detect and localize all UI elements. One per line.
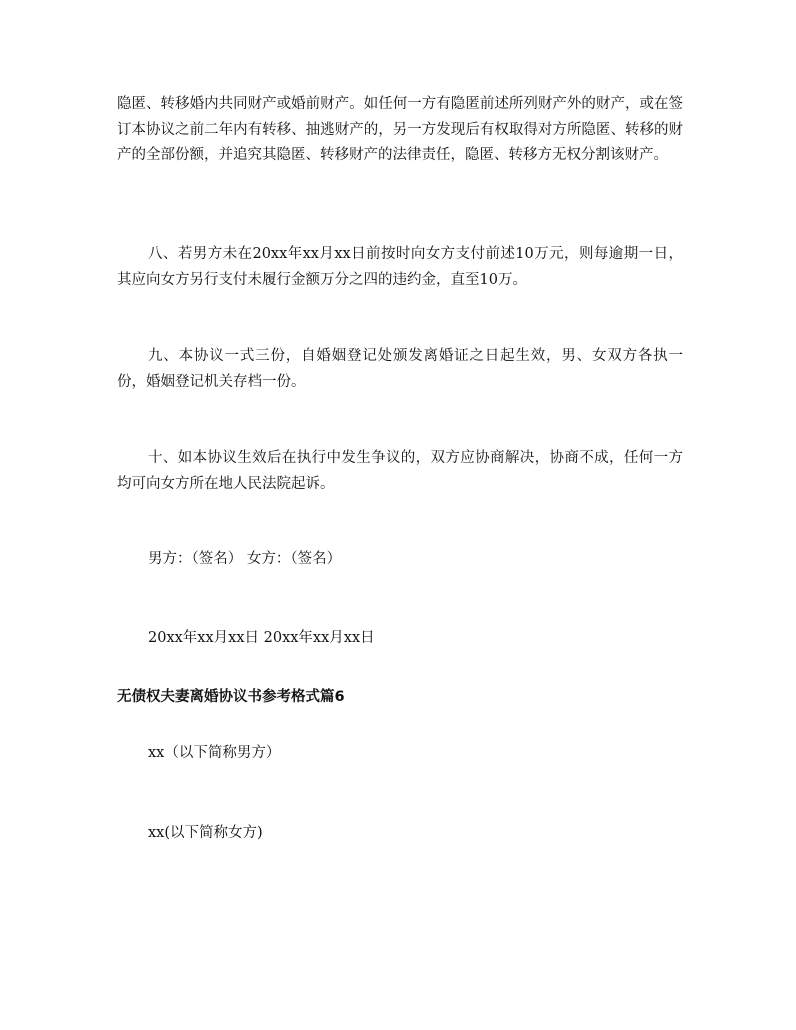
clause-8: 八、若男方未在20xx年xx月xx日前按时向女方支付前述10万元，则每逾期一日，其应向女方另行支付未履行金额万分之四的违约金，直至10万。 [117, 246, 683, 288]
clause-10: 十、如本协议生效后在执行中发生争议的，双方应协商解决，协商不成，任何一方均可向女方所在地人民法院起诉。 [117, 450, 683, 492]
party-male: xx（以下简称男方） [148, 745, 281, 761]
clause-9: 九、本协议一式三份，自婚姻登记处颁发离婚证之日起生效，男、女双方各执一份，婚姻登记机关存档一份。 [117, 348, 683, 390]
paragraph-continuation: 隐匿、转移婚内共同财产或婚前财产。如任何一方有隐匿前述所列财产外的财产，或在签订本协议之前二年内有转移、抽逃财产的，另一方发现后有权取得对方所隐匿、转移的财产的全部份额，并追究其隐匿、转移财产的法律责任，隐匿、转移方无权分割该财产。 [117, 96, 683, 163]
date-line: 20xx年xx月xx日 20xx年xx月xx日 [148, 630, 375, 646]
party-female: xx(以下简称女方) [148, 825, 263, 841]
section-heading: 无债权夫妻离婚协议书参考格式篇6 [117, 689, 345, 705]
signature-line: 男方：（签名） 女方：（签名） [148, 551, 342, 567]
